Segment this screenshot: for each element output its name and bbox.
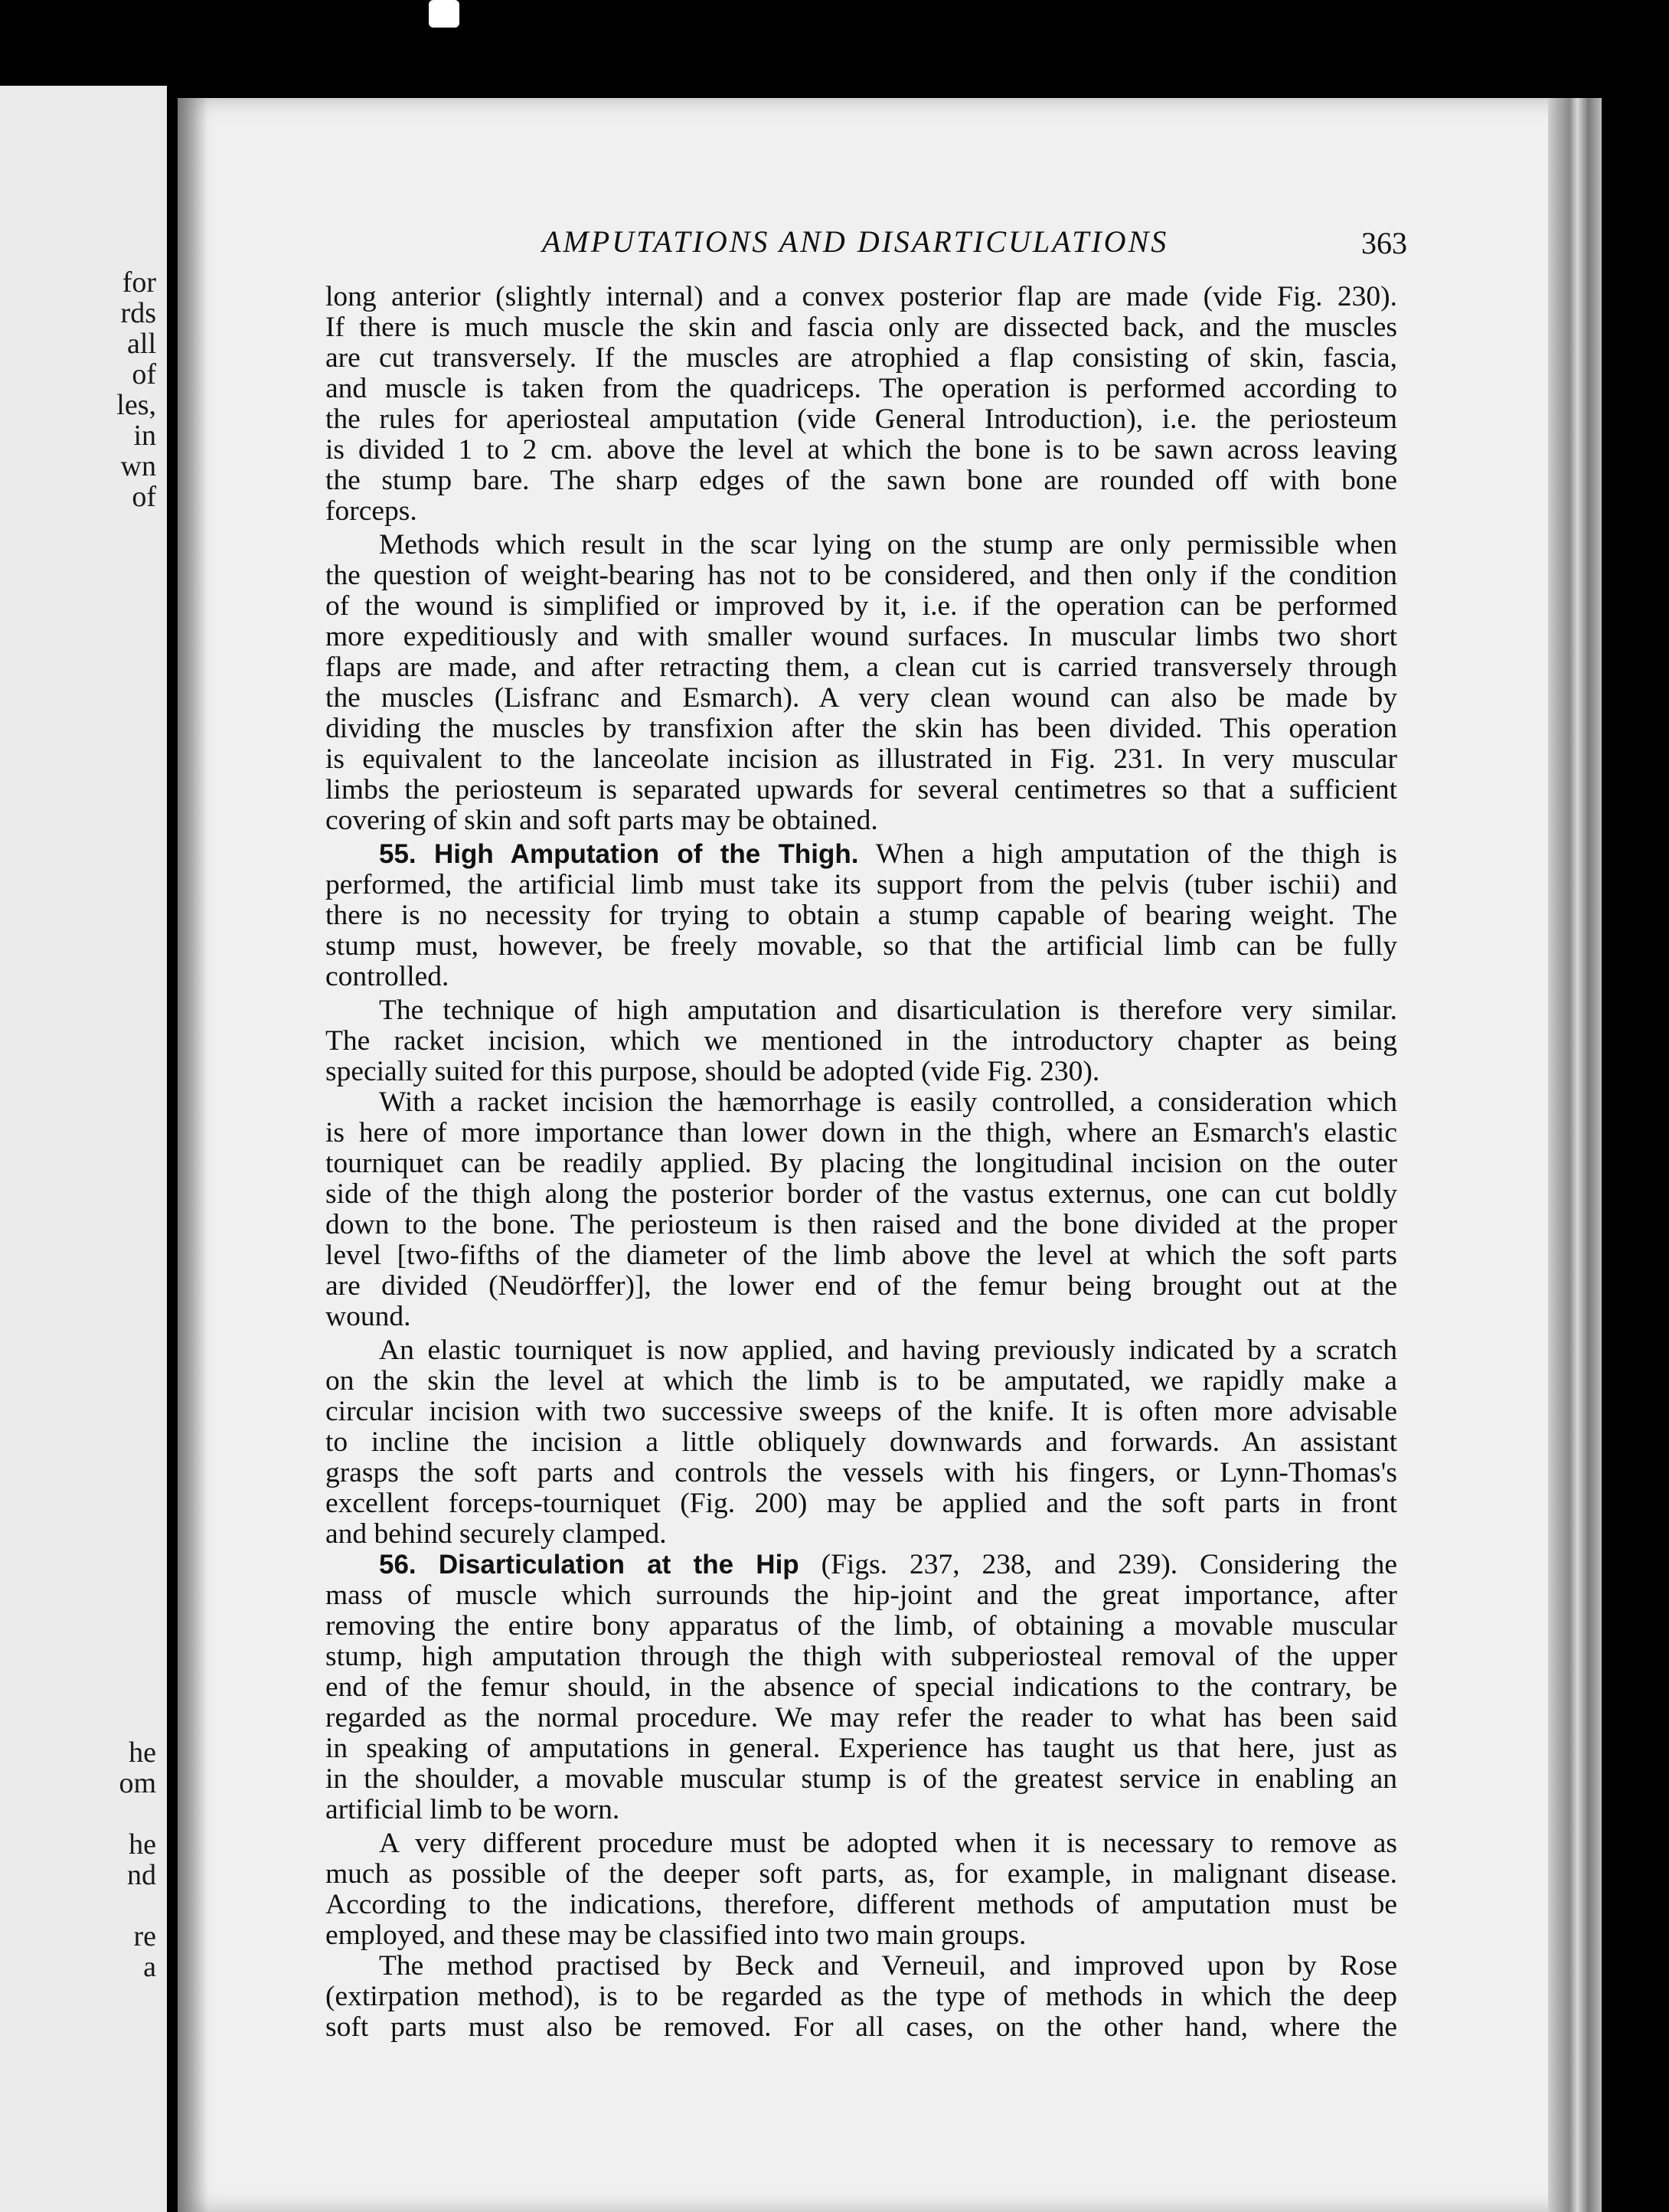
- text-line: soft parts must also be removed. For all cases, on the other hand, where the: [325, 2011, 1397, 2043]
- text-line: grasps the soft parts and controls the vessels with his fingers, or Lynn-Thomas's: [325, 1457, 1397, 1488]
- text-line: removing the entire bony apparatus of the limb, of obtaining a movable muscular: [325, 1610, 1397, 1642]
- text-line: is divided 1 to 2 cm. above the level at which the bone is to be sawn across leaving: [325, 434, 1397, 466]
- left-page-fragment: of: [132, 481, 156, 513]
- text-line: circular incision with two successive sweeps of the knife. It is often more advisable: [325, 1396, 1397, 1427]
- text-line: level [two-fifths of the diameter of the limb above the level at which the soft parts: [325, 1240, 1397, 1271]
- text-line: If there is much muscle the skin and fascia only are dissected back, and the muscles: [325, 312, 1397, 343]
- text-line: there is no necessity for trying to obtain a stump capable of bearing weight. The: [325, 900, 1397, 931]
- previous-page-edge: [0, 86, 167, 2212]
- page-number: 363: [1361, 226, 1407, 260]
- left-page-fragment: rds: [120, 297, 156, 329]
- left-page-fragment: for: [122, 266, 156, 299]
- text-line: the question of weight-bearing has not to be considered, and then only if the condition: [325, 560, 1397, 591]
- text-line: artificial limb to be worn.: [325, 1794, 620, 1825]
- section-heading-56: 56. Disarticulation at the Hip: [379, 1550, 799, 1580]
- text-line: dividing the muscles by transfixion after the skin has been divided. This operation: [325, 713, 1397, 744]
- text-line: of the wound is simplified or improved by it, i.e. if the operation can be performed: [325, 590, 1397, 622]
- text-line: excellent forceps-tourniquet (Fig. 200) may be applied and the soft parts in front: [325, 1488, 1397, 1519]
- book-page: [178, 98, 1602, 2212]
- section-heading-55: 55. High Amputation of the Thigh.: [379, 839, 859, 869]
- text-line: tourniquet can be readily applied. By placing the longitudinal incision on the outer: [325, 1148, 1397, 1179]
- left-page-fragment: om: [119, 1767, 156, 1799]
- left-page-fragment: in: [133, 420, 156, 452]
- text-line: An elastic tourniquet is now applied, and having previously indicated by a scratch: [379, 1335, 1397, 1366]
- text-line: covering of skin and soft parts may be obtained.: [325, 805, 878, 836]
- text-line: is equivalent to the lanceolate incision as illustrated in Fig. 231. In very muscular: [325, 743, 1397, 775]
- left-page-fragment: wn: [120, 450, 156, 482]
- left-page-fragment: he: [129, 1828, 156, 1861]
- page-edge-stack: [1548, 98, 1602, 2212]
- text-line: are divided (Neudörffer)], the lower end of the femur being brought out at the: [325, 1270, 1397, 1302]
- text-line: the muscles (Lisfranc and Esmarch). A very clean wound can also be made by: [325, 682, 1397, 714]
- text-line: With a racket incision the hæmorrhage is easily controlled, a consideration which: [379, 1086, 1397, 1118]
- text-line: in the shoulder, a movable muscular stump is of the greatest service in enabling an: [325, 1763, 1397, 1795]
- text-line: and behind securely clamped.: [325, 1518, 667, 1550]
- left-page-fragment: re: [133, 1920, 156, 1952]
- text-line: long anterior (slightly internal) and a convex posterior flap are made (vide Fig. 230).: [325, 281, 1397, 312]
- text-line: stump must, however, be freely movable, so that the artificial limb can be fully: [325, 930, 1397, 962]
- text-line: in speaking of amputations in general. Experience has taught us that here, just as: [325, 1733, 1397, 1764]
- left-page-fragment: a: [143, 1951, 156, 1983]
- text-line: side of the thigh along the posterior border of the vastus externus, one can cut boldly: [325, 1178, 1397, 1210]
- text-line: (extirpation method), is to be regarded as the type of methods in which the deep: [325, 1981, 1397, 2012]
- text-line: wound.: [325, 1301, 411, 1332]
- text-line: (Figs. 237, 238, and 239). Considering the: [821, 1549, 1397, 1580]
- text-line: the stump bare. The sharp edges of the sawn bone are rounded off with bone: [325, 465, 1397, 496]
- left-page-fragment: nd: [127, 1859, 156, 1891]
- section-55-first-line: [325, 839, 1397, 870]
- text-line: The racket incision, which we mentioned in the introductory chapter as being: [325, 1025, 1397, 1057]
- text-line: specially suited for this purpose, should be adopted (vide Fig. 230).: [325, 1056, 1100, 1087]
- text-line: flaps are made, and after retracting them, a clean cut is carried transversely through: [325, 652, 1397, 683]
- text-line: more expeditiously and with smaller wound surfaces. In muscular limbs two short: [325, 621, 1397, 652]
- text-line: is here of more importance than lower down in the thigh, where an Esmarch's elastic: [325, 1117, 1397, 1148]
- gutter-shadow: [178, 98, 208, 2212]
- scan-marker: [429, 0, 459, 28]
- text-line: According to the indications, therefore, different methods of amputation must be: [325, 1889, 1397, 1920]
- left-page-fragment: les,: [116, 389, 156, 421]
- text-line: forceps.: [325, 495, 417, 527]
- body-text: [325, 282, 1397, 2043]
- text-line: When a high amputation of the thigh is: [875, 838, 1398, 870]
- text-line: mass of muscle which surrounds the hip-joint and the great importance, after: [325, 1580, 1397, 1611]
- left-page-fragment: all: [127, 328, 156, 360]
- text-line: stump, high amputation through the thigh with subperiosteal removal of the upper: [325, 1641, 1397, 1672]
- text-line: are cut transversely. If the muscles are atrophied a flap consisting of skin, fascia,: [325, 342, 1397, 374]
- text-line: The technique of high amputation and disarticulation is therefore very similar.: [379, 995, 1397, 1026]
- text-line: controlled.: [325, 961, 449, 992]
- text-line: and muscle is taken from the quadriceps. The operation is performed according to: [325, 373, 1397, 404]
- text-line: The method practised by Beck and Verneuil, and improved upon by Rose: [379, 1950, 1397, 1982]
- text-line: the rules for aperiosteal amputation (vide General Introduction), i.e. the periosteum: [325, 404, 1397, 435]
- text-line: end of the femur should, in the absence of special indications to the contrary, be: [325, 1671, 1397, 1703]
- text-line: performed, the artificial limb must take its support from the pelvis (tuber ischii) and: [325, 869, 1397, 900]
- text-line: employed, and these may be classified into two main groups.: [325, 1920, 1027, 1951]
- section-56-first-line: [325, 1550, 1397, 1580]
- text-line: regarded as the normal procedure. We may refer the reader to what has been said: [325, 1702, 1397, 1733]
- text-line: A very different procedure must be adopted when it is necessary to remove as: [379, 1828, 1397, 1859]
- text-line: much as possible of the deeper soft parts, as, for example, in malignant disease.: [325, 1858, 1397, 1890]
- text-line: down to the bone. The periosteum is then raised and the bone divided at the proper: [325, 1209, 1397, 1240]
- text-line: on the skin the level at which the limb is to be amputated, we rapidly make a: [325, 1365, 1397, 1397]
- text-line: Methods which result in the scar lying on the stump are only permissible when: [379, 529, 1397, 560]
- running-head: AMPUTATIONS AND DISARTICULATIONS: [542, 224, 1169, 259]
- left-page-fragment: of: [132, 358, 156, 390]
- text-line: to incline the incision a little obliquely downwards and forwards. An assistant: [325, 1426, 1397, 1458]
- text-line: limbs the periosteum is separated upwards for several centimetres so that a sufficient: [325, 774, 1397, 805]
- left-page-fragment: he: [129, 1737, 156, 1769]
